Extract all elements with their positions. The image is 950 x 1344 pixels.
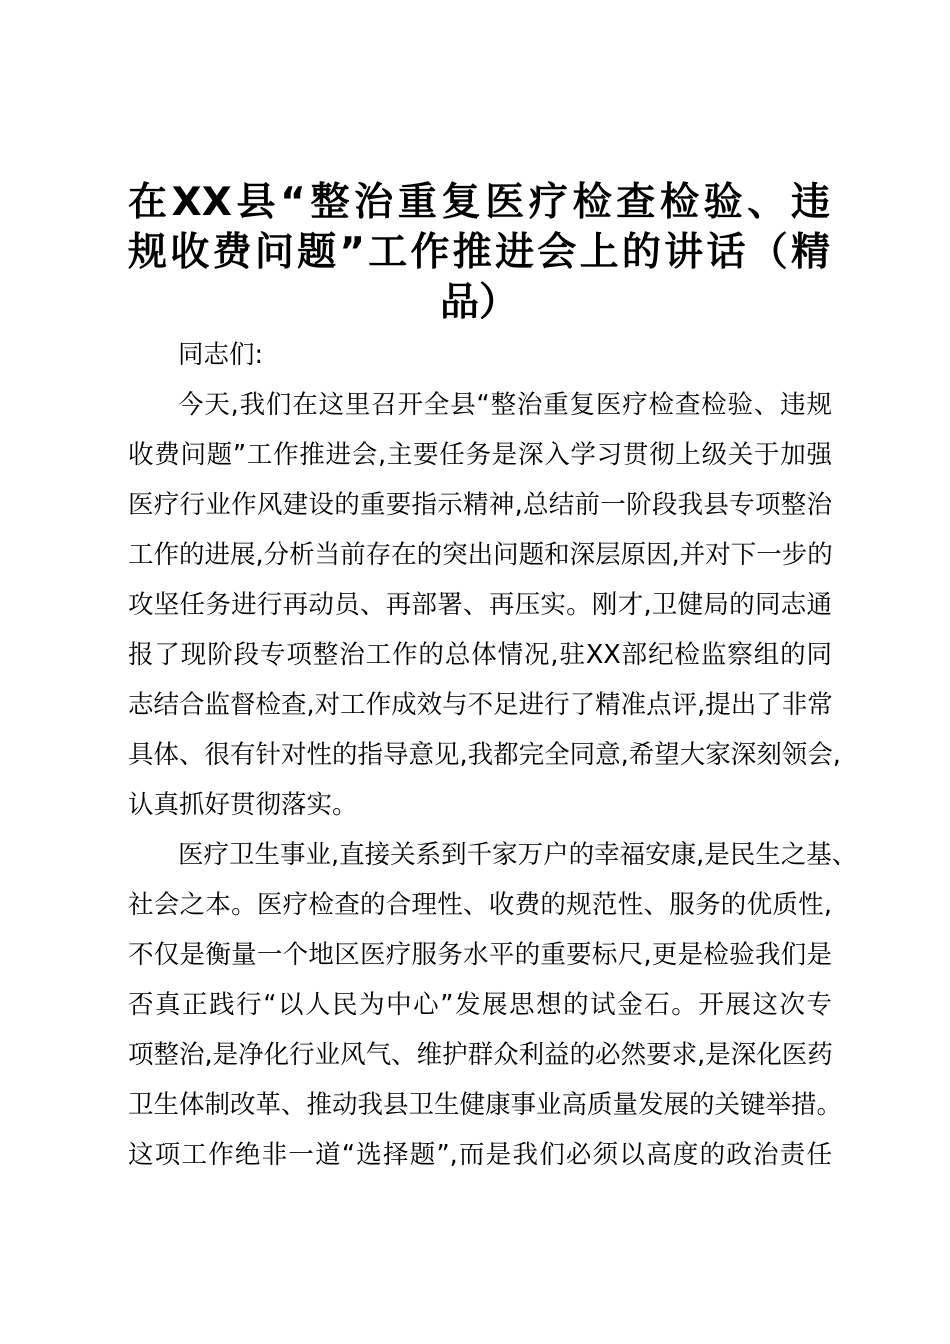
text-line: 认真抓好贯彻落实。 [128, 790, 358, 820]
text-line: 具体、很有针对性的指导意见,我都完全同意,希望大家深刻领会, [128, 740, 841, 770]
salutation: 同志们: [178, 340, 264, 370]
text-line: 医疗行业作风建设的重要指示精神,总结前一阶段我县专项整治 [128, 490, 832, 520]
text-line: 这项工作绝非一道“选择题”,而是我们必须以高度的政治责任 [128, 1140, 832, 1170]
title-line: 在XX县“整治重复医疗检查检验、违 [128, 180, 830, 225]
title-line: 规收费问题”工作推进会上的讲话（精 [128, 230, 830, 275]
text-line: 工作的进展,分析当前存在的突出问题和深层原因,并对下一步的 [128, 540, 833, 570]
text-line: 志结合监督检查,对工作成效与不足进行了精准点评,提出了非常 [128, 690, 833, 720]
title-line: 品） [439, 280, 518, 325]
document-body [128, 330, 858, 1180]
text-line: 卫生体制改革、推动我县卫生健康事业高质量发展的关键举措。 [128, 1090, 843, 1120]
paragraph [128, 830, 858, 1180]
text-line: 否真正践行“以人民为中心”发展思想的试金石。开展这次专 [128, 990, 832, 1020]
text-line: 项整治,是净化行业风气、维护群众利益的必然要求,是深化医药 [128, 1040, 833, 1070]
text-line: 报了现阶段专项整治工作的总体情况,驻XX部纪检监察组的同 [128, 640, 832, 670]
paragraph [128, 380, 841, 830]
text-line: 攻坚任务进行再动员、再部署、再压实。刚才,卫健局的同志通 [128, 590, 832, 620]
text-line: 社会之本。医疗检查的合理性、收费的规范性、服务的优质性, [128, 890, 832, 920]
document-title [128, 178, 830, 328]
text-line: 今天,我们在这里召开全县“整治重复医疗检查检验、违规 [178, 390, 832, 420]
text-line: 医疗卫生事业,直接关系到千家万户的幸福安康,是民生之基、 [178, 840, 858, 870]
text-line: 不仅是衡量一个地区医疗服务水平的重要标尺,更是检验我们是 [128, 940, 832, 970]
text-line: 收费问题”工作推进会,主要任务是深入学习贯彻上级关于加强 [128, 440, 832, 470]
